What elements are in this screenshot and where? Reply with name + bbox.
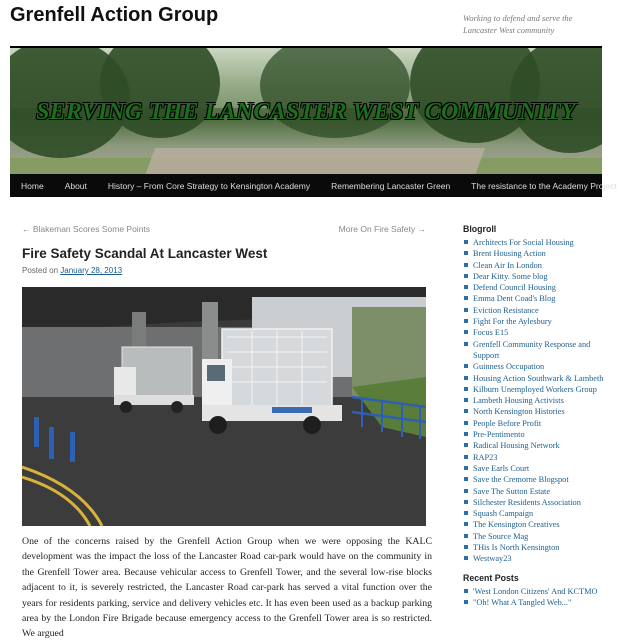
nav-home[interactable]: Home bbox=[21, 180, 44, 191]
nav-history[interactable]: History – From Core Strategy to Kensington Academy bbox=[107, 180, 311, 191]
recent-post-link[interactable]: 'West London Citizens' And KCTMO bbox=[463, 586, 613, 597]
sidebar bbox=[463, 224, 613, 608]
recent-post-link[interactable]: "Oh! What A Tangled Web..." bbox=[463, 597, 613, 608]
nav-resistance-academy[interactable]: The resistance to the Academy Project bbox=[471, 180, 617, 191]
banner-path bbox=[145, 148, 485, 174]
blogroll-link[interactable]: RAP23 bbox=[463, 452, 613, 463]
next-post-link[interactable]: More On Fire Safety → bbox=[338, 224, 426, 234]
nav-remembering-lancaster-green[interactable]: Remembering Lancaster Green bbox=[331, 180, 451, 191]
blogroll-link[interactable]: Eviction Resistance bbox=[463, 305, 613, 316]
trucks-under-flyover-photo bbox=[22, 287, 426, 526]
blogroll-link[interactable]: Pre-Pentimento bbox=[463, 429, 613, 440]
blogroll-link[interactable]: Kilburn Unemployed Workers Group bbox=[463, 384, 613, 395]
blogroll-link[interactable]: Fight For the Aylesbury bbox=[463, 316, 613, 327]
post-meta bbox=[22, 266, 122, 275]
main-nav bbox=[10, 174, 617, 197]
blogroll-link[interactable]: Save Earls Court bbox=[463, 463, 613, 474]
blogroll-link[interactable]: The Kensington Creatives bbox=[463, 519, 613, 530]
blogroll-link[interactable]: Architects For Social Housing bbox=[463, 237, 613, 248]
blogroll-link[interactable]: Save The Sutton Estate bbox=[463, 486, 613, 497]
banner-text: SERVING THE LANCASTER WEST COMMUNITY bbox=[36, 99, 576, 125]
blogroll-link[interactable]: Westway23 bbox=[463, 553, 613, 564]
blogroll-link[interactable]: Radical Housing Network bbox=[463, 440, 613, 451]
post-title[interactable]: Fire Safety Scandal At Lancaster West bbox=[22, 246, 268, 261]
blogroll-link[interactable]: Lambeth Housing Activists bbox=[463, 395, 613, 406]
post-image bbox=[22, 287, 426, 526]
recent-posts-list bbox=[463, 586, 613, 609]
previous-post-link[interactable]: ← Blakeman Scores Some Points bbox=[22, 224, 151, 234]
blogroll-link[interactable]: The Source Mag bbox=[463, 531, 613, 542]
blogroll-link[interactable]: Dear Kitty. Some blog bbox=[463, 271, 613, 282]
header-banner-image bbox=[10, 46, 602, 174]
site-title[interactable]: Grenfell Action Group bbox=[10, 4, 219, 26]
blogroll-link[interactable]: Defend Council Housing bbox=[463, 282, 613, 293]
blogroll-link[interactable]: Guinness Occupation bbox=[463, 361, 613, 372]
blogroll-list bbox=[463, 237, 613, 565]
blogroll-title: Blogroll bbox=[463, 224, 497, 234]
post-date-link[interactable]: January 28, 2013 bbox=[60, 266, 123, 275]
blogroll-link[interactable]: Focus E15 bbox=[463, 327, 613, 338]
blogroll-link[interactable]: Clean Air In London bbox=[463, 260, 613, 271]
nav-about[interactable]: About bbox=[64, 180, 87, 191]
blogroll-link[interactable]: Grenfell Community Response and Support bbox=[463, 339, 613, 362]
blogroll-link[interactable]: Silchester Residents Association bbox=[463, 497, 613, 508]
recent-posts-title: Recent Posts bbox=[463, 572, 519, 583]
post-body-text: One of the concerns raised by the Grenfell Action Group when we were opposing the KALC development was the impact the loss of the Lancaster Road car-park would have on the community in the Grenfell Tower area. Because vehicular access to Grenfell Tower, and the several low-rise blocks adjacent to it, is severely restricted, the Lancaster Road car-park has served a vital function over the years for residents parking, service and delivery vehicles etc. It has even been used as a backup parking area by the London Fire Brigade because emergency access to the Grenfell Tower area is so restricted. We argued bbox=[22, 536, 432, 640]
blogroll-link[interactable]: People Before Profit bbox=[463, 418, 613, 429]
site-description: Working to defend and serve the Lancaster West community bbox=[463, 13, 573, 35]
posted-on-label: Posted on bbox=[22, 266, 59, 275]
blogroll-link[interactable]: North Kensington Histories bbox=[463, 406, 613, 417]
blogroll-link[interactable]: THis Is North Kensington bbox=[463, 542, 613, 553]
blogroll-link[interactable]: Squash Campaign bbox=[463, 508, 613, 519]
blogroll-link[interactable]: Brent Housing Action bbox=[463, 248, 613, 259]
blogroll-link[interactable]: Save the Cremorne Blogspot bbox=[463, 474, 613, 485]
blogroll-link[interactable]: Emma Dent Coad's Blog bbox=[463, 293, 613, 304]
blogroll-link[interactable]: Housing Action Southwark & Lambeth bbox=[463, 373, 613, 384]
